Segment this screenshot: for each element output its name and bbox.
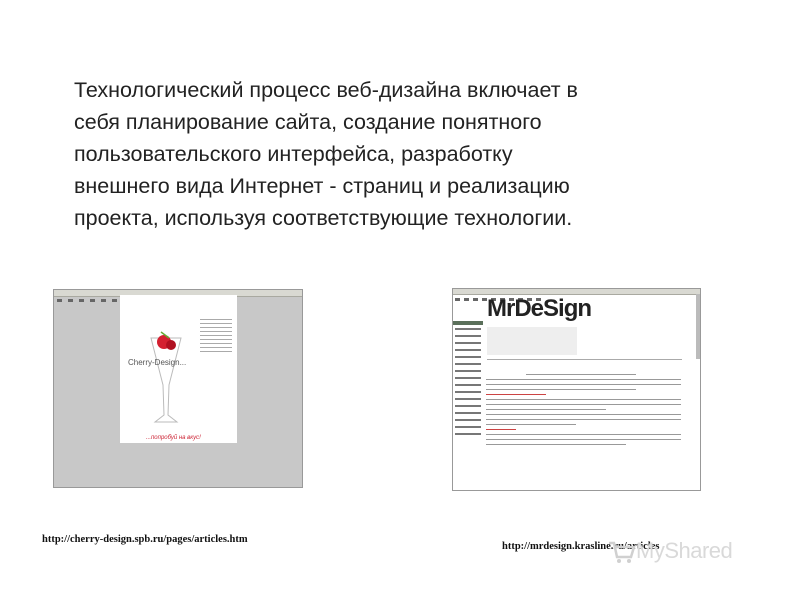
slide-text-line: себя планирование сайта, создание понятного — [74, 110, 542, 134]
cherry-logo: Cherry-Design... — [128, 358, 187, 367]
cherry-menu — [200, 319, 232, 355]
slide-text-line: проекта, используя соответствующие технологии. — [74, 206, 573, 230]
slide-text-line: Технологический процесс веб-дизайна включает в — [74, 78, 578, 102]
cherry-url[interactable]: http://cherry-design.spb.ru/pages/articles.htm — [42, 534, 248, 545]
divider — [487, 359, 682, 360]
slide-text-line: внешнего вида Интернет - страниц и реализацию — [74, 174, 570, 198]
mrdesign-sidebar — [453, 321, 483, 491]
mrdesign-screenshot — [452, 288, 701, 491]
mrdesign-banner — [487, 327, 577, 355]
mrdesign-url[interactable]: http://mrdesign.krasline.ru/articles — [502, 541, 660, 552]
cherry-design-screenshot — [53, 289, 303, 488]
mrdesign-article — [486, 374, 681, 449]
cherry-page — [120, 295, 237, 443]
mrdesign-logo: MrDeSign — [487, 295, 592, 322]
slide-text-line: пользовательского интерфейса, разработку — [74, 142, 513, 166]
slide-text — [74, 74, 674, 234]
cart-icon — [606, 539, 636, 565]
cherry-slogan: ...попробуй на вкус! — [146, 435, 201, 441]
wine-glass-image — [147, 330, 185, 425]
watermark — [606, 538, 732, 565]
watermark-text: MyShared — [636, 538, 733, 563]
scrollbar — [696, 294, 700, 359]
